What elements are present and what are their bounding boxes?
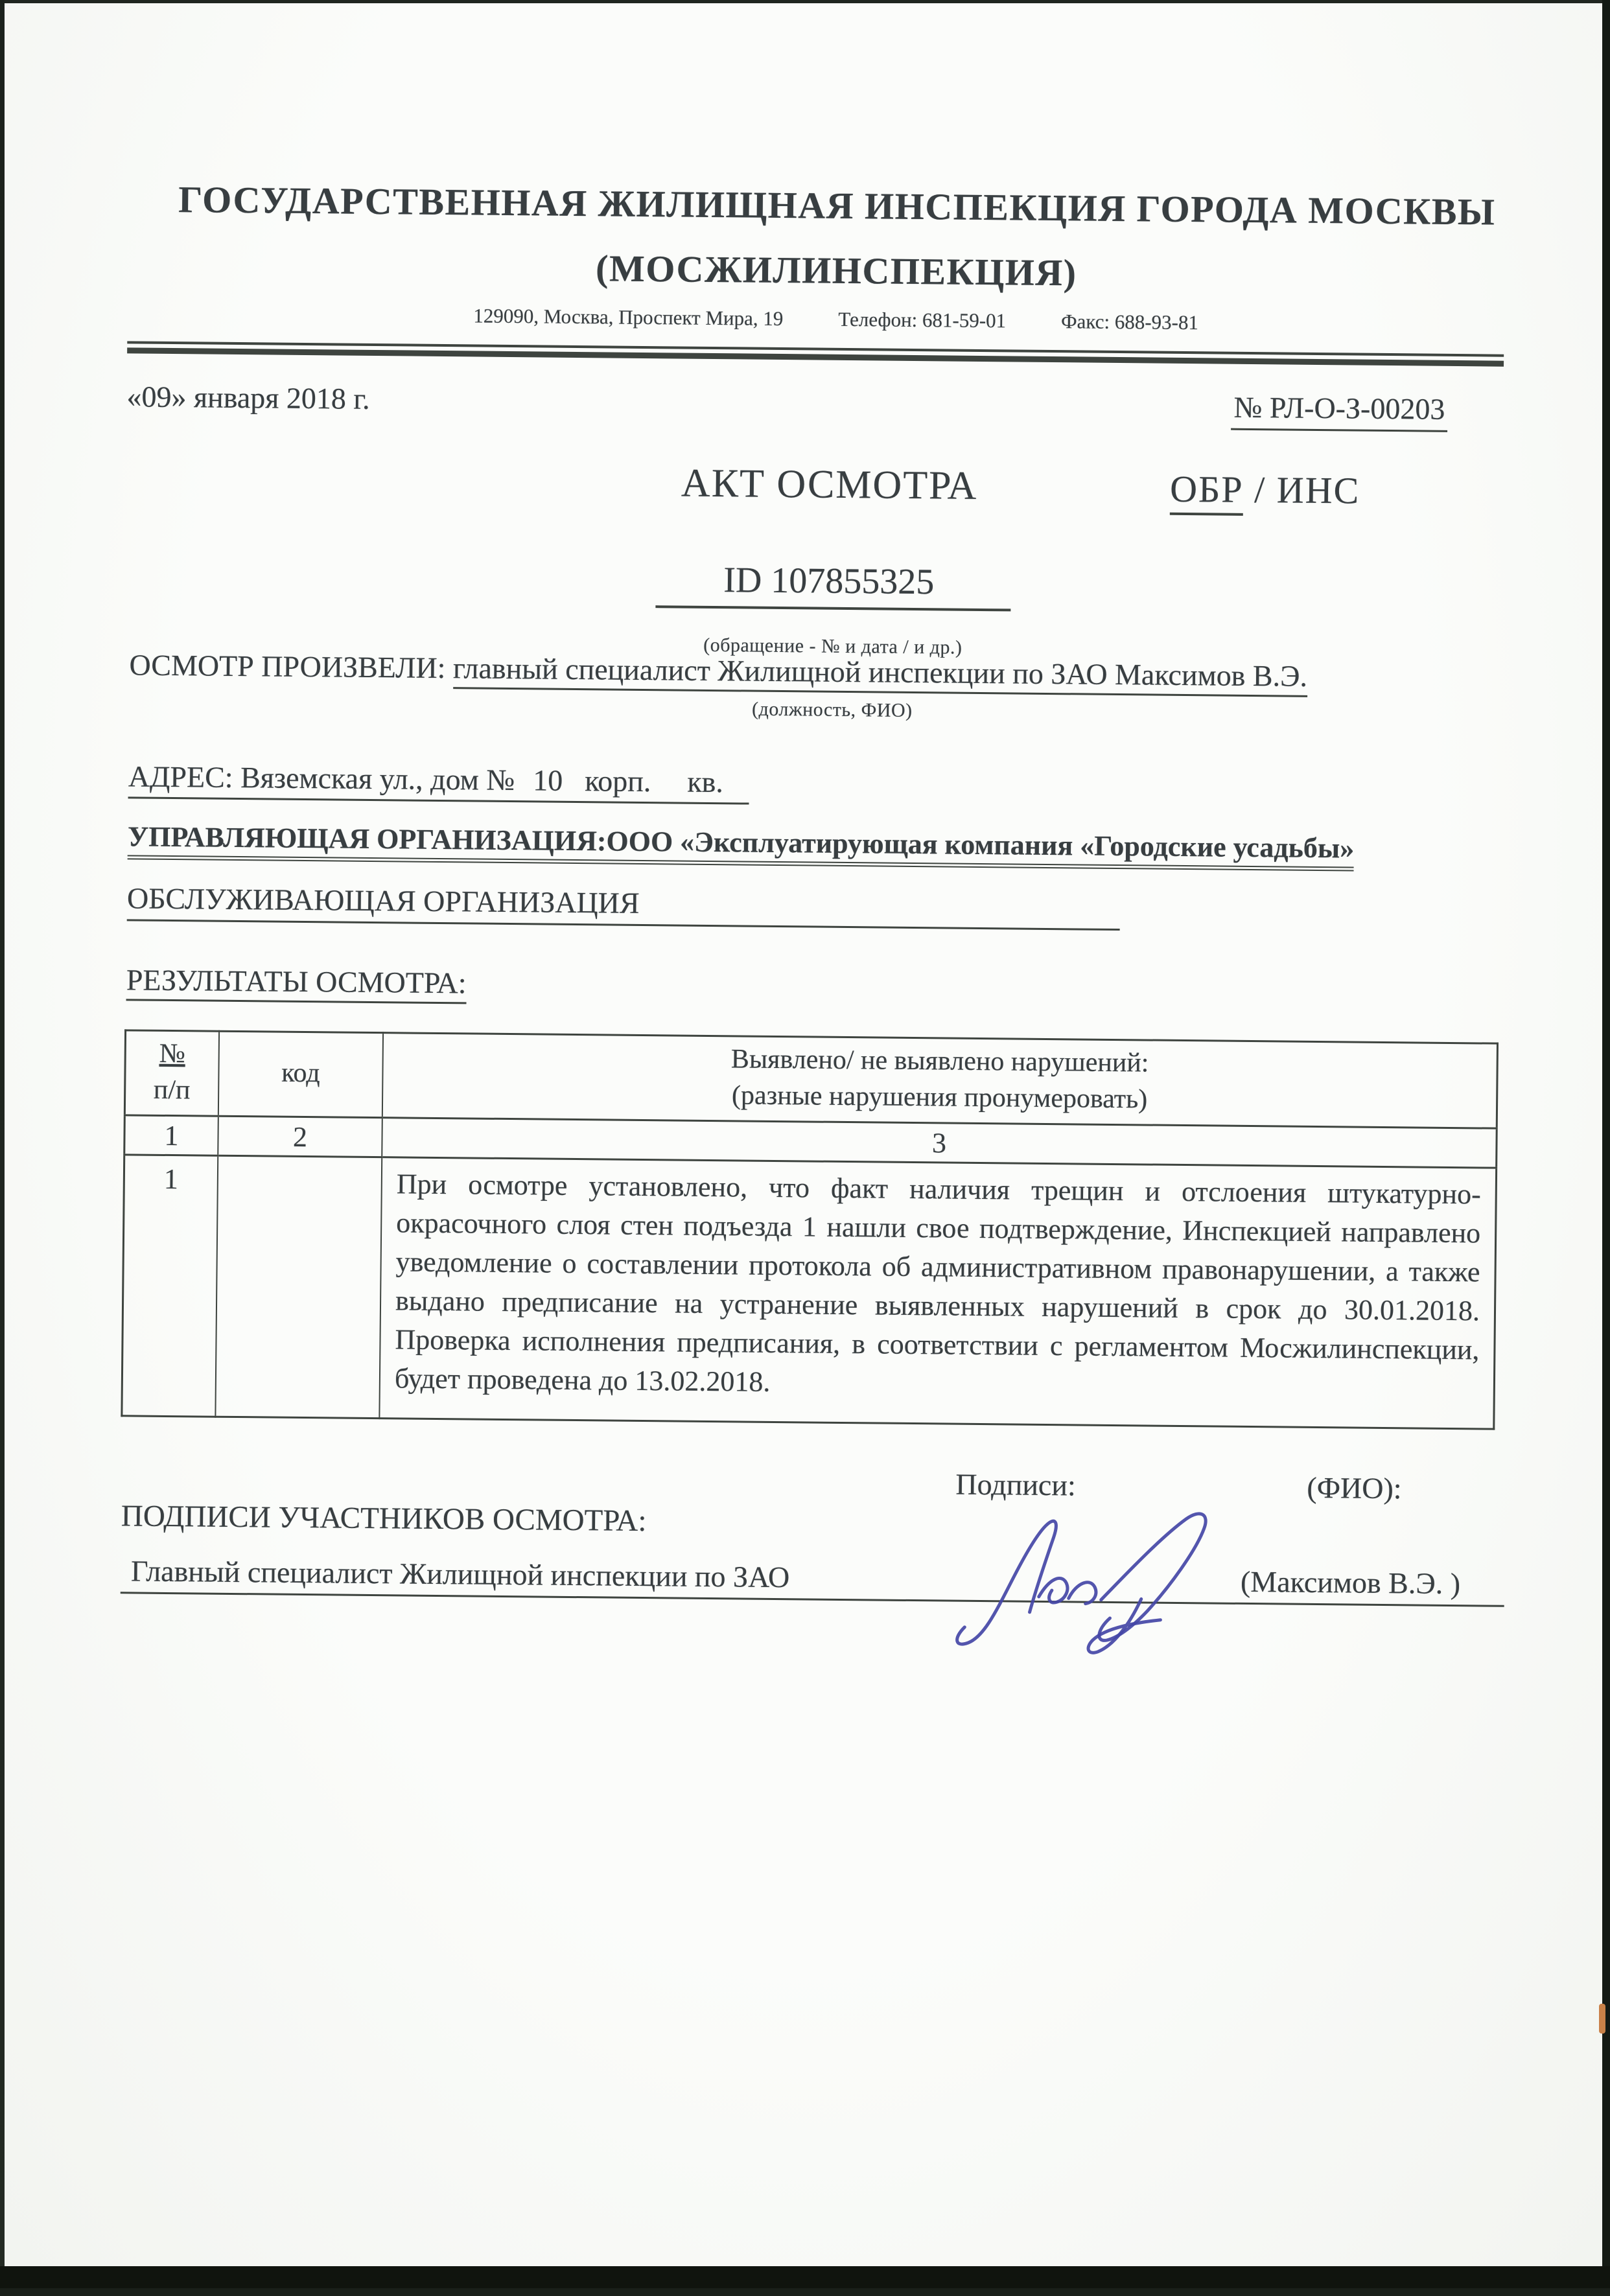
finding-text: При осмотре установлено, что факт наличия трещин и отслоения штукатурно-окрасочного слоя стен подъезда 1 нашли свое подтверждение, Инспекцией направлено уведомление о составлении протокола об административном правонарушении, а также выдано предписание на устранение выявленных нарушений в срок до 30.01.2018. Проверка исполнения предписания, в соответствии с регламентом Мосжилинспекции, будет проведена до 13.02.2018.	[379, 1157, 1496, 1429]
house-number-blank	[515, 783, 533, 790]
signer-name: (Максимов В.Э. )	[1240, 1564, 1461, 1601]
header-findings-line2: (разные нарушения пронумеровать)	[731, 1080, 1148, 1115]
header-cell-findings	[382, 1033, 1498, 1128]
signer-role: Главный специалист Жилищной инспекции по ЗАО	[130, 1554, 790, 1594]
column-number-3: 3	[382, 1118, 1497, 1168]
org-name-title: ГОСУДАРСТВЕННАЯ ЖИЛИЩНАЯ ИНСПЕКЦИЯ ГОРОДА МОСКВЫ	[178, 178, 1496, 233]
scan-edge-top	[0, 0, 1610, 3]
column-number-1: 1	[124, 1115, 218, 1155]
finding-row-code	[215, 1155, 382, 1418]
case-type-secondary: ИНС	[1276, 469, 1360, 512]
results-label: РЕЗУЛЬТАТЫ ОСМОТРА:	[126, 963, 467, 1004]
header-num-line2: п/п	[153, 1074, 191, 1106]
table-row	[122, 1155, 1497, 1429]
scan-artifact-speck	[1599, 2004, 1605, 2034]
header-findings-line1: Выявлено/ не выявлено нарушений:	[730, 1044, 1149, 1078]
inspected-by-value: главный специалист Жилищной инспекции по ЗАО Максимов В.Э.	[453, 651, 1308, 697]
service-org-line	[127, 881, 1121, 931]
handwritten-signature	[946, 1500, 1233, 1662]
scan-edge-right	[1602, 0, 1610, 2288]
org-fax: Факс: 688-93-81	[1060, 310, 1199, 334]
letterhead-contact-row	[97, 301, 1575, 338]
scan-edge-left	[0, 0, 5, 2288]
results-heading-line	[126, 963, 467, 1001]
org-phone: Телефон: 681-59-01	[838, 307, 1007, 332]
letterhead-rule-thick	[127, 347, 1504, 366]
org-address: 129090, Москва, Проспект Мира, 19	[473, 304, 784, 330]
address-underlined-group	[128, 760, 750, 804]
service-org-label: ОБСЛУЖИВАЮЩАЯ ОРГАНИЗАЦИЯ	[126, 881, 640, 920]
address-label: АДРЕС:	[128, 760, 233, 794]
header-cell-code: код	[218, 1031, 383, 1117]
org-short-name: (МОСЖИЛИНСПЕКЦИЯ)	[595, 247, 1077, 294]
signer-line	[121, 1555, 1504, 1606]
case-type-separator: /	[1254, 469, 1266, 511]
fio-label: (ФИО):	[1307, 1470, 1402, 1505]
inspected-by-label: ОСМОТР ПРОИЗВЕЛИ:	[129, 648, 446, 685]
service-org-blank	[647, 907, 1120, 918]
request-id-hint: (обращение - № и дата / и др.)	[703, 634, 962, 658]
date-number-row	[126, 380, 1447, 432]
managing-org-line	[128, 820, 1355, 871]
participants-label: ПОДПИСИ УЧАСТНИКОВ ОСМОТРА:	[121, 1499, 647, 1538]
request-id: ID 107855325	[656, 559, 1011, 612]
scan-edge-bottom	[0, 2266, 1610, 2288]
apartment-blank	[723, 785, 749, 792]
inspected-by-hint: (должность, ФИО)	[751, 698, 913, 721]
column-number-2: 2	[218, 1116, 382, 1157]
document-date: «09» января 2018 г.	[126, 380, 370, 415]
house-number: 10	[532, 763, 563, 797]
building-blank	[651, 785, 687, 792]
finding-row-num: 1	[122, 1155, 218, 1417]
table-header-row	[124, 1030, 1497, 1128]
request-id-line	[94, 553, 1572, 617]
header-num-line1: №	[159, 1038, 185, 1069]
managing-org-label: УПРАВЛЯЮЩАЯ ОРГАНИЗАЦИЯ:	[127, 820, 607, 857]
document-number: № РЛ-О-З-00203	[1231, 391, 1448, 432]
case-type	[1170, 468, 1360, 513]
building-label: корп.	[584, 764, 651, 798]
case-type-primary: ОБР	[1170, 468, 1244, 516]
blank-gap	[563, 784, 585, 791]
address-line	[128, 760, 750, 800]
address-value: Вяземская ул., дом №	[240, 761, 515, 797]
managing-org-value: ООО «Эксплуатирующая компания «Городские усадьбы»	[606, 825, 1355, 864]
apartment-label: кв.	[687, 765, 724, 799]
act-title: АКТ ОСМОТРА	[681, 461, 978, 508]
results-table	[121, 1029, 1499, 1430]
header-cell-num	[124, 1030, 219, 1116]
signatures-label: Подписи:	[955, 1467, 1077, 1502]
